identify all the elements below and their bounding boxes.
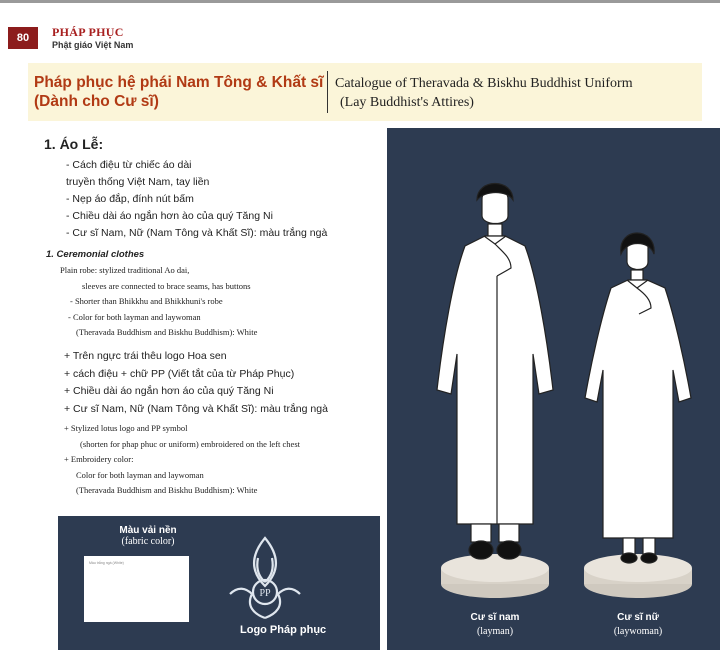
vi-logo-item: + Chiều dài áo ngắn hơn áo của quý Tăng Ni xyxy=(64,385,274,397)
en-logo-item: (shorten for phap phuc or uniform) embroidered on the left chest xyxy=(80,438,300,449)
vi-item: - Cách điệu từ chiếc áo dài xyxy=(66,159,192,171)
en-item: sleeves are connected to brace seams, has buttons xyxy=(82,280,251,291)
vi-logo-item: + Trên ngực trái thêu logo Hoa sen xyxy=(64,350,227,362)
en-logo-item: (Theravada Buddhism and Biskhu Buddhism): White xyxy=(76,485,258,495)
layman-figure-icon xyxy=(437,184,553,560)
layman-pedestal-icon xyxy=(441,554,549,598)
section-title: 1. Áo Lễ: xyxy=(44,136,104,152)
en-logo-item: Color for both layman and laywoman xyxy=(76,469,204,480)
layman-caption-vi: Cư sĩ nam xyxy=(470,612,520,623)
en-item: (Theravada Buddhism and Biskhu Buddhism): White xyxy=(76,327,258,337)
figure-panel xyxy=(387,128,720,650)
swatch-note: Màu trắng ngà (White) xyxy=(89,561,124,565)
logo-pp-text: PP xyxy=(259,588,271,599)
fabric-color-label-en: (fabric color) xyxy=(121,536,175,547)
vi-item: - Nẹp áo đắp, đính nút bấm xyxy=(66,193,194,205)
layman-caption-en: (layman) xyxy=(476,626,514,637)
fabric-swatch xyxy=(84,556,189,622)
magazine-title: PHÁP PHỤC xyxy=(52,25,124,39)
laywoman-figure-icon xyxy=(585,233,691,563)
fabric-color-label xyxy=(106,525,190,547)
vi-logo-list xyxy=(64,348,328,418)
vi-logo-item: + Cư sĩ Nam, Nữ (Nam Tông và Khất Sĩ): màu trắng ngà xyxy=(64,402,328,415)
banner-title-vi-line2: (Dành cho Cư sĩ) xyxy=(34,93,159,110)
laywoman-caption-en: (laywoman) xyxy=(613,626,663,637)
banner-title-en xyxy=(335,74,633,112)
vi-item: - Chiều dài áo ngắn hơn ào của quý Tăng Ni xyxy=(66,210,273,222)
en-logo-item: + Stylized lotus logo and PP symbol xyxy=(64,423,188,433)
fabric-logo-panel xyxy=(58,516,380,650)
vi-item: truyền thống Việt Nam, tay liền xyxy=(66,176,210,188)
banner-title-en-line1: Catalogue of Theravada & Biskhu Buddhist Uniform xyxy=(335,76,633,91)
banner-title-en-line2: (Lay Buddhist's Attires) xyxy=(340,95,474,110)
attire-illustration xyxy=(387,128,720,650)
logo-caption: Logo Pháp phục xyxy=(240,624,327,636)
en-item: Plain robe: stylized traditional Ao dai, xyxy=(60,265,190,275)
en-item: - Shorter than Bhikkhu and Bhikkhuni's robe xyxy=(70,296,223,306)
en-logo-item: + Embroidery color: xyxy=(64,454,134,464)
vi-description-list xyxy=(66,157,327,242)
top-rule xyxy=(0,0,720,3)
banner-title-vi xyxy=(34,73,323,111)
laywoman-caption-vi: Cư sĩ nữ xyxy=(617,612,659,623)
vi-item: - Cư sĩ Nam, Nữ (Nam Tông và Khất Sĩ): màu trắng ngà xyxy=(66,227,328,239)
magazine-subtitle: Phật giáo Việt Nam xyxy=(52,40,134,50)
en-section-title: 1. Ceremonial clothes xyxy=(46,249,145,260)
vi-logo-item: + cách điệu + chữ PP (Viết tắt của từ Pháp Phục) xyxy=(64,367,295,380)
en-description-list xyxy=(60,263,257,341)
laywoman-caption xyxy=(588,612,688,637)
banner-divider xyxy=(327,71,328,113)
fabric-color-label-vi: Màu vải nền xyxy=(119,525,177,536)
banner-title-vi-line1: Pháp phục hệ phái Nam Tông & Khất sĩ xyxy=(34,74,324,91)
title-banner xyxy=(28,63,702,121)
en-item: - Color for both layman and laywoman xyxy=(68,311,201,322)
layman-caption xyxy=(445,612,545,637)
lotus-logo-icon xyxy=(224,528,306,624)
en-logo-list xyxy=(64,421,344,499)
page-number: 80 xyxy=(8,27,38,49)
laywoman-pedestal-icon xyxy=(584,554,692,598)
